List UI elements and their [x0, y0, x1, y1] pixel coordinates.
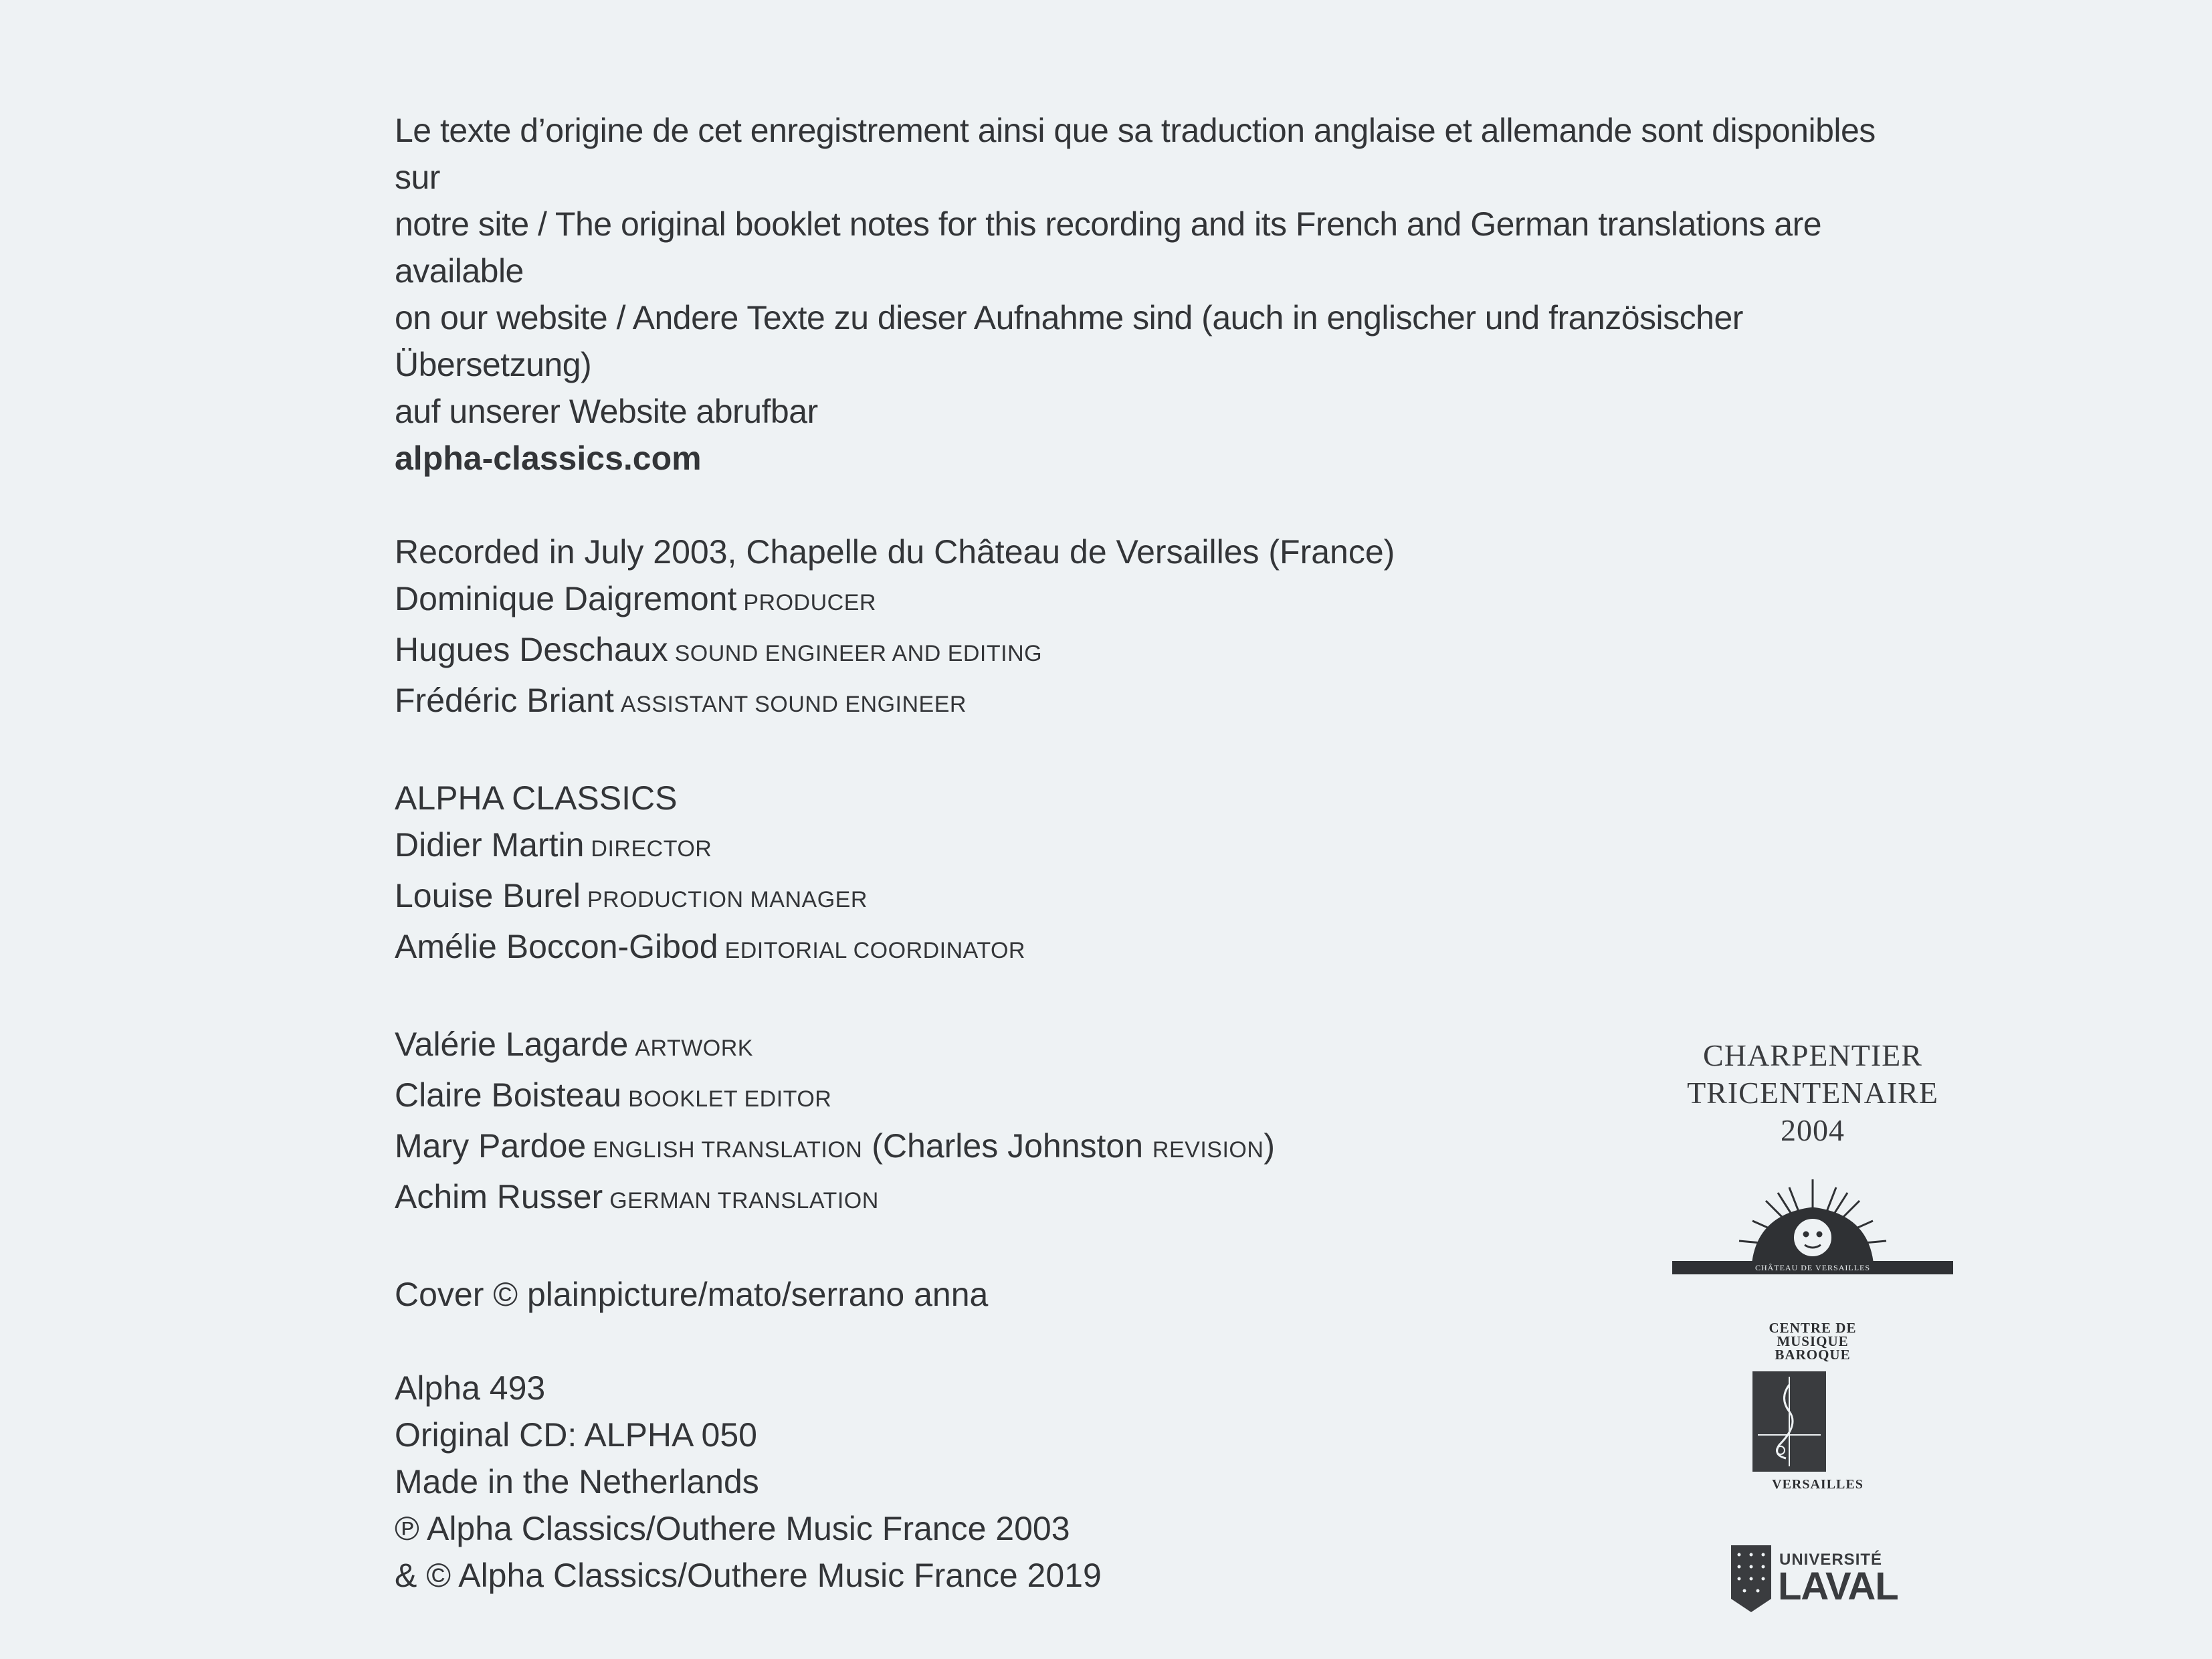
cover-credit: Cover © plainpicture/mato/serrano anna [395, 1276, 989, 1313]
recording-info: Recorded in July 2003, Chapelle du Château de Versailles (France) [395, 533, 1395, 571]
credit-role: DIRECTOR [591, 836, 712, 862]
intro-line: Le texte d’origine de cet enregistrement ainsi que sa traduction anglaise et allemande sont disponibles sur [395, 112, 1876, 196]
credit-name: Amélie Boccon-Gibod [395, 928, 718, 965]
centre-musique-baroque-logo [1752, 1320, 1873, 1492]
credit-name: Valérie Lagarde [395, 1026, 629, 1063]
credit-role: ARTWORK [635, 1036, 753, 1061]
credit-line [395, 821, 1886, 872]
credit-role: GERMAN TRANSLATION [609, 1188, 879, 1213]
intro-line: notre site / The original booklet notes for this recording and its French and German translations are available [395, 205, 1822, 290]
logo-text: LAVAL [1778, 1565, 1898, 1608]
credit-name: Louise Burel [395, 877, 581, 914]
credit-role: PRODUCER [743, 590, 876, 615]
credit-line [395, 923, 1886, 974]
revision-name: (Charles Johnston [872, 1127, 1144, 1165]
credit-role: ENGLISH TRANSLATION [593, 1137, 863, 1163]
logo-text: CHARPENTIER [1703, 1038, 1922, 1072]
label-block [395, 775, 1886, 974]
credit-line [395, 575, 1886, 626]
logo-text: BAROQUE [1775, 1347, 1851, 1363]
credit-role: EDITORIAL COORDINATOR [724, 938, 1025, 963]
credit-name: Mary Pardoe [395, 1127, 587, 1165]
intro-line: auf unserer Website abrufbar [395, 393, 818, 430]
laval-shield-icon [1731, 1545, 1771, 1612]
recording-block [395, 528, 1886, 728]
logo-text: VERSAILLES [1772, 1477, 1864, 1492]
credit-role: BOOKLET EDITOR [628, 1086, 832, 1112]
credit-name: Frédéric Briant [395, 682, 614, 719]
versailles-logo-text: CHÂTEAU DE VERSAILLES [1754, 1263, 1871, 1272]
credit-role: SOUND ENGINEER AND EDITING [674, 641, 1043, 666]
credit-name: Hugues Deschaux [395, 631, 668, 668]
logo-text: 2004 [1781, 1113, 1845, 1147]
universite-laval-logo [1731, 1545, 1905, 1619]
catalogue-line: Made in the Netherlands [395, 1463, 759, 1500]
credit-name: Didier Martin [395, 826, 585, 864]
logo-text: MUSIQUE [1777, 1333, 1849, 1349]
catalogue-block [395, 1365, 1886, 1599]
credit-role: PRODUCTION MANAGER [587, 887, 868, 912]
credit-name: Claire Boisteau [395, 1076, 622, 1114]
credit-name: Achim Russer [395, 1178, 603, 1215]
clef-emblem-icon [1752, 1371, 1826, 1472]
logo-text: UNIVERSITÉ [1779, 1551, 1883, 1569]
logo-text: CENTRE DE [1769, 1320, 1857, 1336]
credit-role: ASSISTANT SOUND ENGINEER [620, 692, 967, 717]
catalogue-line: Alpha 493 [395, 1369, 546, 1407]
credit-line [395, 677, 1886, 728]
credit-role: REVISION [1152, 1137, 1264, 1163]
credit-line [395, 626, 1886, 677]
revision-close: ) [1264, 1127, 1276, 1165]
logo-text: TRICENTENAIRE [1687, 1076, 1938, 1110]
credits-column [395, 107, 1886, 1599]
intro-block [395, 107, 1886, 482]
catalogue-line: Original CD: ALPHA 050 [395, 1416, 757, 1454]
website-link[interactable]: alpha-classics.com [395, 440, 702, 477]
chateau-de-versailles-logo [1672, 1174, 1953, 1274]
label-title: ALPHA CLASSICS [395, 779, 678, 817]
intro-line: on our website / Andere Texte zu dieser Aufnahme sind (auch in englischer und französischer Übersetzung) [395, 299, 1743, 383]
charpentier-tricentenaire-logo [1659, 1037, 1967, 1149]
credit-line [395, 1173, 1886, 1224]
credit-name: Dominique Daigremont [395, 580, 737, 617]
catalogue-line: & © Alpha Classics/Outhere Music France 2019 [395, 1557, 1102, 1594]
catalogue-line: ℗ Alpha Classics/Outhere Music France 2003 [395, 1510, 1070, 1547]
credit-line [395, 872, 1886, 923]
